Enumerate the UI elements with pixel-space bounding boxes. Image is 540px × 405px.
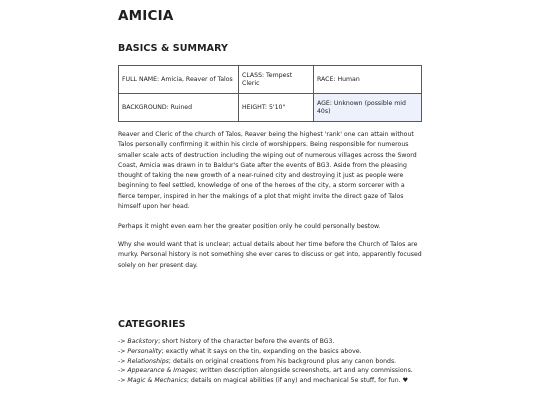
- summary-paragraph-3: Why she would want that is unclear; actual details about her time before the Church of Talos are murky. Personal history is not something she ever cares to discuss or get into, apparently focused solely on her present day.: [118, 241, 422, 269]
- category-description: ; details on original creations from his background plus any canon bonds.: [168, 357, 397, 365]
- race-cell: RACE: Human: [314, 66, 422, 94]
- basics-table: [118, 65, 422, 122]
- age-cell: AGE: Unknown (possible mid 40s): [314, 94, 422, 122]
- table-row: [119, 66, 422, 94]
- arrow-prefix: ->: [118, 347, 128, 355]
- arrow-prefix: ->: [118, 357, 128, 365]
- arrow-prefix: ->: [118, 377, 128, 385]
- list-item[interactable]: [118, 376, 423, 386]
- categories-list: [118, 337, 423, 386]
- arrow-prefix: ->: [118, 367, 128, 375]
- table-row: [119, 94, 422, 122]
- category-description: ; details on magical abilities (if any) and mechanical 5e stuff, for fun. ♥: [186, 377, 409, 385]
- summary-paragraph-1: Reaver and Cleric of the church of Talos, Reaver being the highest 'rank' one can attain without Talos personally confirming it within his circle of worshippers. Being responsible for numerous smaller scale acts of destruction including the wiping out of numerous villages across the Sword Coast, Amicia was drawn in to Baldur's Gate after the events of BG3. Aside from the pleasing thought of taking the new growth of a near-ruined city and destroying it just as people were beginning to feel settled, knowledge of one of the heroes of the city, a storm sorcerer with a fierce temper, inspired in her the makings of a plot that might invite the direct gaze of Talos himself upon her head.: [118, 131, 417, 211]
- background-cell: BACKGROUND: Ruined: [119, 94, 239, 122]
- basics-heading: BASICS & SUMMARY: [118, 43, 228, 54]
- list-item[interactable]: [118, 347, 423, 357]
- categories-heading: CATEGORIES: [118, 319, 186, 330]
- category-backstory-link[interactable]: Backstory: [127, 338, 159, 345]
- list-item[interactable]: [118, 366, 423, 376]
- category-description: ; written description alongside screenshots, art and any commissions.: [195, 367, 413, 375]
- category-appearance-link[interactable]: Appearance & Images: [127, 367, 196, 375]
- category-description: ; short history of the character before the events of BG3.: [158, 338, 335, 345]
- summary-paragraph-2: Perhaps it might even earn her the greater position only he could personally bestow.: [118, 223, 381, 230]
- height-cell: HEIGHT: 5'10": [239, 94, 314, 122]
- category-relationships-link[interactable]: Relationships: [127, 357, 169, 365]
- category-personality-link[interactable]: Personality: [127, 347, 162, 355]
- arrow-prefix: ->: [118, 338, 128, 345]
- full-name-cell: FULL NAME: Amicia, Reaver of Talos: [119, 66, 239, 94]
- category-magic-link[interactable]: Magic & Mechanics: [127, 377, 187, 385]
- class-cell: CLASS: Tempest Cleric: [239, 66, 314, 94]
- list-item[interactable]: [118, 337, 423, 347]
- list-item[interactable]: [118, 357, 423, 367]
- page-title: AMICIA: [118, 8, 174, 24]
- category-description: ; exactly what it says on the tin, expanding on the basics above.: [161, 347, 362, 355]
